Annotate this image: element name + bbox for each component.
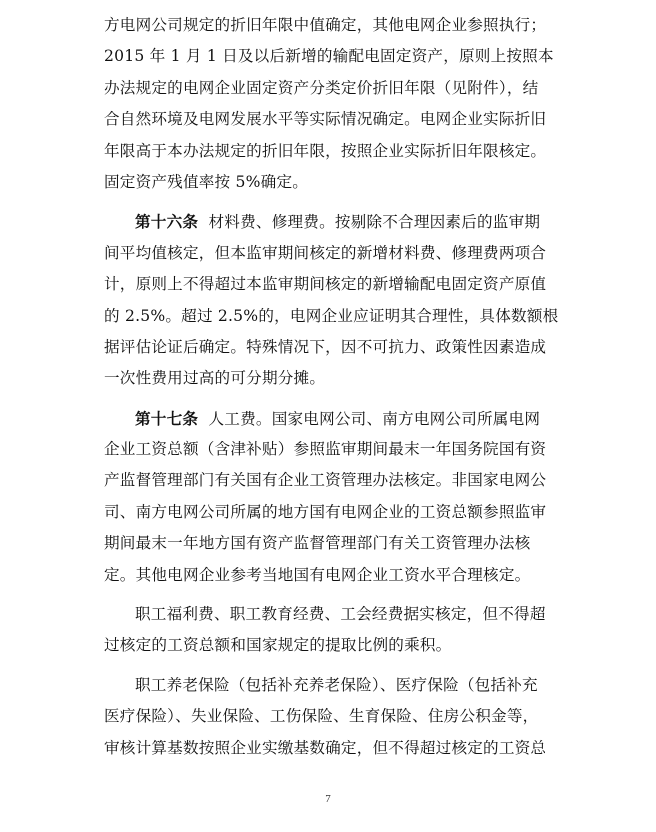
text-line — [104, 670, 576, 701]
text-line: 方电网公司规定的折旧年限中值确定，其他电网企业参照执行； — [104, 16, 547, 34]
text-line: 办法规定的电网企业固定资产分类定价折旧年限（见附件），结 — [104, 78, 539, 97]
text-line: 定。其他电网企业参考当地国有电网企业工资水平合理核定。 — [104, 565, 531, 584]
page-number: 7 — [325, 793, 331, 805]
paragraph-welfare — [104, 599, 576, 662]
article-17-text: 人工费。国家电网公司、南方电网公司所属电网 — [208, 409, 541, 428]
text-line: 产监督管理部门有关国有企业工资管理办法核定。非国家电网公 — [104, 471, 547, 490]
document-body — [104, 10, 576, 764]
text-line: 期间最末一年地方国有资产监督管理部门有关工资管理办法核 — [104, 534, 531, 553]
paragraph-article-16 — [104, 206, 576, 394]
text-line — [104, 206, 576, 237]
text-line: 2015 年 1 月 1 日及以后新增的输配电固定资产，原则上按照本 — [104, 47, 554, 66]
article-16-text: 材料费、修理费。按剔除不合理因素后的监审期 — [208, 213, 541, 232]
article-16-heading: 第十六条 — [135, 212, 199, 232]
text-line: 间平均值核定，但本监审期间核定的新增材料费、修理费两项合 — [104, 243, 547, 262]
paragraph-insurance — [104, 670, 576, 764]
welfare-text: 职工福利费、职工教育经费、工会经费据实核定，但不得超 — [135, 605, 546, 624]
text-line: 医疗保险）、失业保险、工伤保险、生育保险、住房公积金等， — [104, 707, 539, 726]
text-line: 固定资产残值率按 5%确定。 — [104, 172, 309, 191]
text-line: 过核定的工资总额和国家规定的提取比例的乘积。 — [104, 636, 452, 655]
text-line: 年限高于本办法规定的折旧年限，按照企业实际折旧年限核定。 — [104, 141, 547, 160]
insurance-text: 职工养老保险（包括补充养老保险）、医疗保险（包括补充 — [135, 675, 538, 694]
text-line: 计，原则上不得超过本监审期间核定的新增输配电固定资产原值 — [104, 275, 547, 294]
text-line — [104, 599, 576, 630]
text-line: 司、南方电网公司所属的地方国有电网企业的工资总额参照监审 — [104, 502, 547, 521]
text-line: 据评估论证后确定。特殊情况下，因不可抗力、政策性因素造成 — [104, 337, 547, 356]
text-line — [104, 403, 576, 434]
text-line: 企业工资总额（含津补贴）参照监审期间最末一年国务院国有资 — [104, 440, 547, 459]
text-line: 一次性费用过高的可分期分摊。 — [104, 369, 326, 388]
paragraph-depreciation-continued — [104, 10, 576, 198]
text-line: 的 2.5%。超过 2.5%的，电网企业应证明其合理性，具体数额根 — [104, 306, 559, 325]
paragraph-article-17 — [104, 403, 576, 591]
article-17-heading: 第十七条 — [135, 408, 199, 428]
text-line: 审核计算基数按照企业实缴基数确定，但不得超过核定的工资总 — [104, 738, 547, 757]
text-line: 合自然环境及电网发展水平等实际情况确定。电网企业实际折旧 — [104, 110, 547, 129]
